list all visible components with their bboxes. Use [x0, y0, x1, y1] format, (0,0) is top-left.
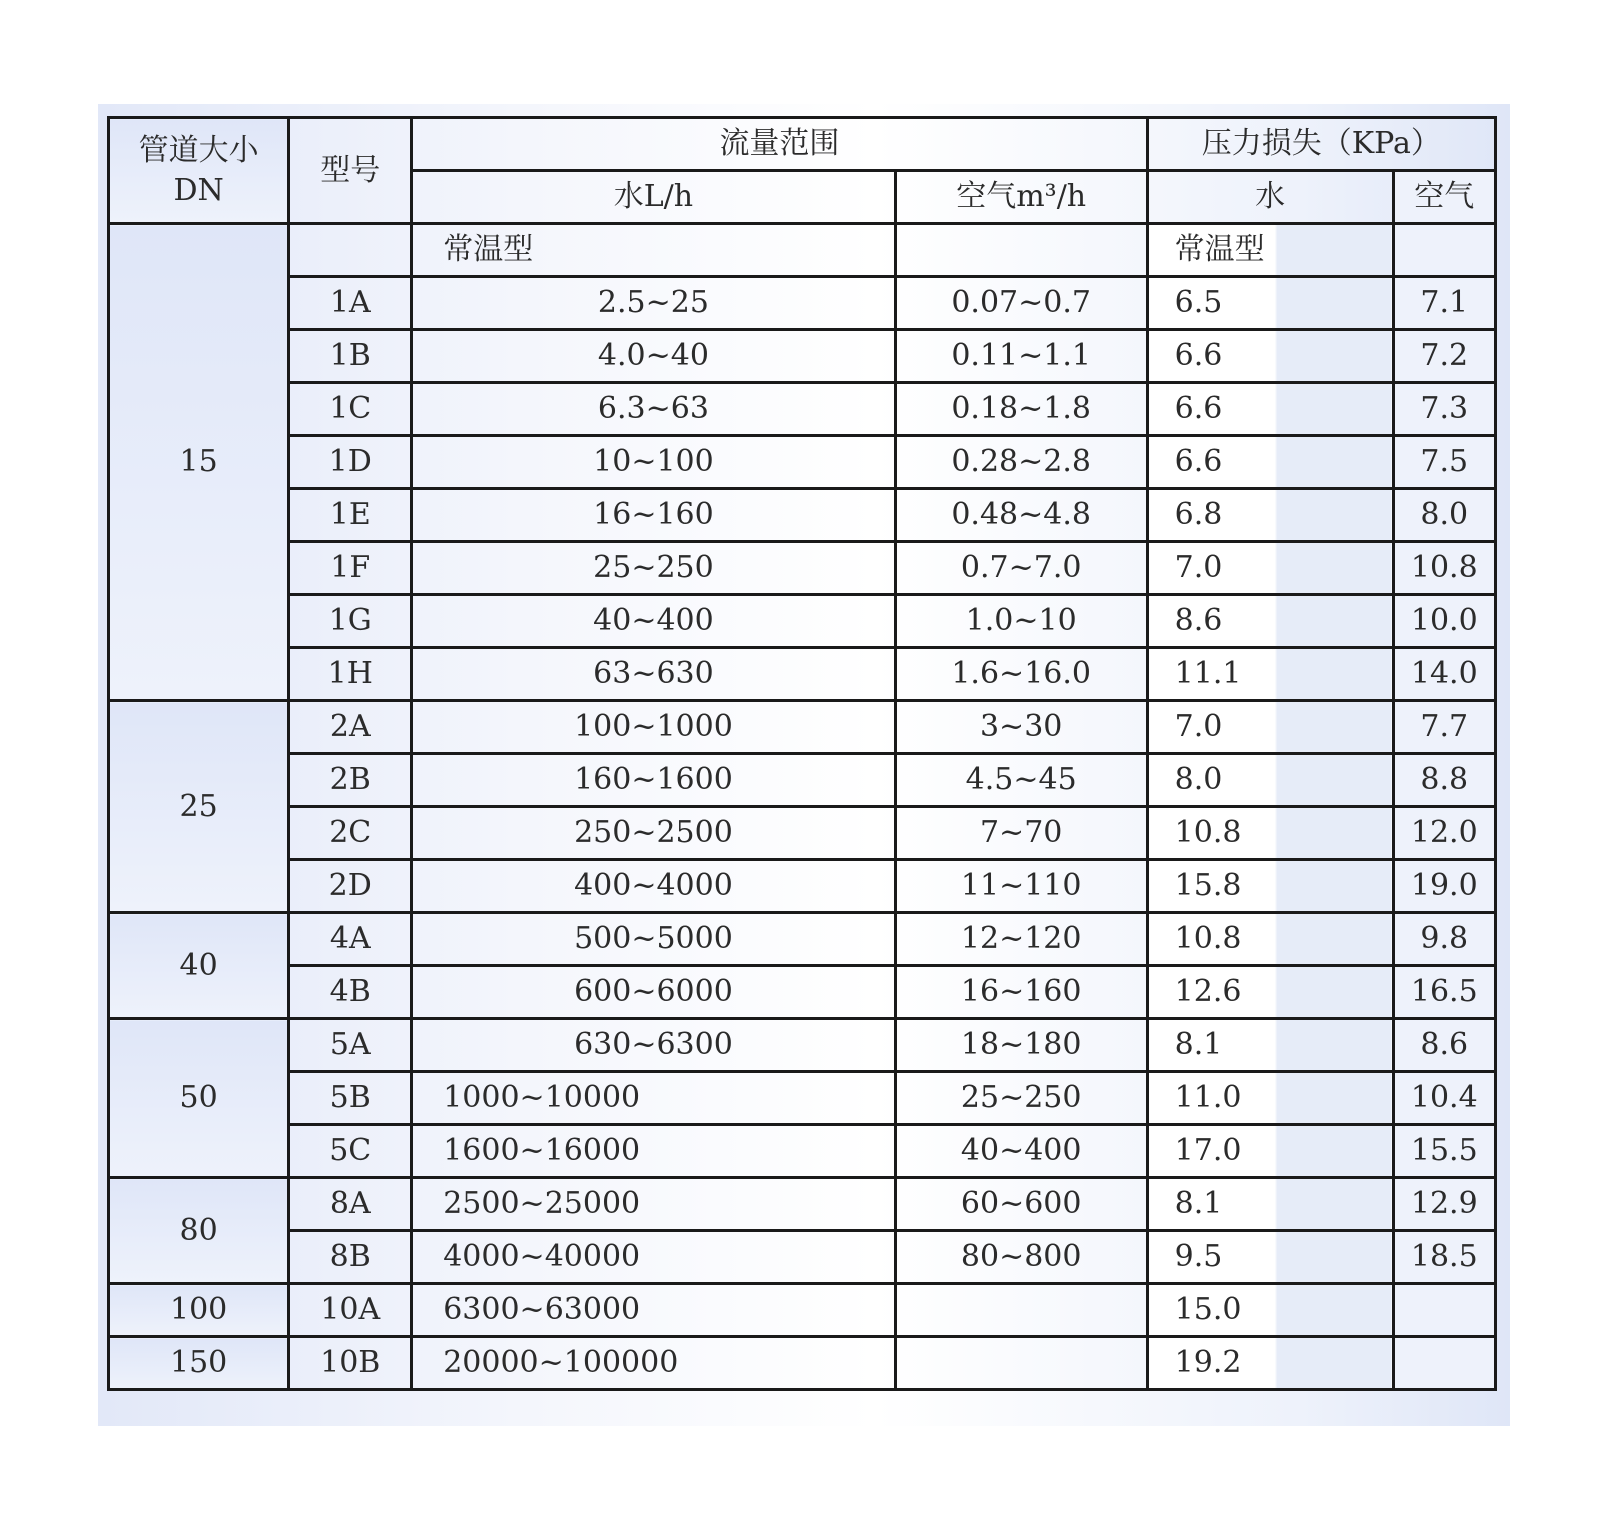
table-row [109, 1125, 1496, 1178]
air-loss-cell: 19.0 [1393, 860, 1495, 913]
model-cell: 1A [289, 277, 412, 330]
air-loss-cell: 8.8 [1393, 754, 1495, 807]
subheader-row [109, 224, 1496, 277]
water-loss-cell: 6.6 [1147, 436, 1393, 489]
air-flow-cell: 16~160 [895, 966, 1147, 1019]
water-flow-cell: 4.0~40 [412, 330, 895, 383]
model-cell: 1C [289, 383, 412, 436]
table-row [109, 277, 1496, 330]
dn-cell: 15 [109, 224, 289, 701]
water-flow-cell: 16~160 [412, 489, 895, 542]
table-row [109, 436, 1496, 489]
water-flow-cell: 25~250 [412, 542, 895, 595]
model-cell: 1H [289, 648, 412, 701]
model-cell: 5B [289, 1072, 412, 1125]
air-loss-cell: 15.5 [1393, 1125, 1495, 1178]
water-loss-cell: 7.0 [1147, 542, 1393, 595]
water-loss-cell: 8.1 [1147, 1019, 1393, 1072]
water-flow-cell: 10~100 [412, 436, 895, 489]
air-flow-cell: 3~30 [895, 701, 1147, 754]
air-flow-cell: 0.07~0.7 [895, 277, 1147, 330]
water-loss-cell: 12.6 [1147, 966, 1393, 1019]
air-loss-cell: 7.2 [1393, 330, 1495, 383]
water-flow-cell: 4000~40000 [412, 1231, 895, 1284]
water-loss-cell: 6.6 [1147, 330, 1393, 383]
air-flow-cell: 80~800 [895, 1231, 1147, 1284]
water-loss-cell: 6.6 [1147, 383, 1393, 436]
header-air-loss: 空气 [1393, 171, 1495, 224]
flowmeter-spec-table [107, 116, 1497, 1391]
model-cell: 2D [289, 860, 412, 913]
model-cell: 2C [289, 807, 412, 860]
normal-temp-loss-label: 常温型 [1147, 224, 1393, 277]
model-cell: 1E [289, 489, 412, 542]
dn-cell: 150 [109, 1337, 289, 1390]
dn-cell: 100 [109, 1284, 289, 1337]
air-loss-cell: 12.0 [1393, 807, 1495, 860]
air-loss-cell: 9.8 [1393, 913, 1495, 966]
model-cell: 1B [289, 330, 412, 383]
table-row [109, 1284, 1496, 1337]
air-flow-cell: 1.6~16.0 [895, 648, 1147, 701]
water-loss-cell: 15.0 [1147, 1284, 1393, 1337]
air-flow-cell: 0.7~7.0 [895, 542, 1147, 595]
model-cell: 10A [289, 1284, 412, 1337]
dn-cell: 25 [109, 701, 289, 913]
water-loss-cell: 6.8 [1147, 489, 1393, 542]
water-flow-cell: 400~4000 [412, 860, 895, 913]
empty-model-cell [289, 224, 412, 277]
table-row [109, 701, 1496, 754]
air-loss-cell: 10.0 [1393, 595, 1495, 648]
water-loss-cell: 11.1 [1147, 648, 1393, 701]
table-row [109, 1337, 1496, 1390]
table-row [109, 1019, 1496, 1072]
water-loss-cell: 17.0 [1147, 1125, 1393, 1178]
water-loss-cell: 10.8 [1147, 807, 1393, 860]
air-flow-cell: 11~110 [895, 860, 1147, 913]
water-flow-cell: 1600~16000 [412, 1125, 895, 1178]
air-loss-cell: 8.6 [1393, 1019, 1495, 1072]
dn-cell: 80 [109, 1178, 289, 1284]
air-flow-cell: 60~600 [895, 1178, 1147, 1231]
water-flow-cell: 40~400 [412, 595, 895, 648]
air-loss-cell [1393, 1337, 1495, 1390]
water-loss-cell: 7.0 [1147, 701, 1393, 754]
air-loss-cell: 18.5 [1393, 1231, 1495, 1284]
air-flow-cell: 12~120 [895, 913, 1147, 966]
header-water-flow: 水L/h [412, 171, 895, 224]
table-row [109, 648, 1496, 701]
air-loss-cell: 16.5 [1393, 966, 1495, 1019]
water-loss-cell: 9.5 [1147, 1231, 1393, 1284]
water-loss-cell: 10.8 [1147, 913, 1393, 966]
water-flow-cell: 600~6000 [412, 966, 895, 1019]
air-flow-cell [895, 1284, 1147, 1337]
water-flow-cell: 2500~25000 [412, 1178, 895, 1231]
table-row [109, 913, 1496, 966]
air-loss-cell: 10.8 [1393, 542, 1495, 595]
air-flow-cell [895, 1337, 1147, 1390]
header-water-loss: 水 [1147, 171, 1393, 224]
table-row [109, 542, 1496, 595]
table-row [109, 330, 1496, 383]
model-cell: 2B [289, 754, 412, 807]
table-row [109, 860, 1496, 913]
water-loss-cell: 8.1 [1147, 1178, 1393, 1231]
air-loss-cell: 7.3 [1393, 383, 1495, 436]
table-row [109, 1178, 1496, 1231]
air-flow-cell: 0.28~2.8 [895, 436, 1147, 489]
air-loss-cell: 12.9 [1393, 1178, 1495, 1231]
water-flow-cell: 20000~100000 [412, 1337, 895, 1390]
model-cell: 2A [289, 701, 412, 754]
table-row [109, 966, 1496, 1019]
table-row [109, 807, 1496, 860]
model-cell: 10B [289, 1337, 412, 1390]
water-flow-cell: 100~1000 [412, 701, 895, 754]
model-cell: 1F [289, 542, 412, 595]
model-cell: 4B [289, 966, 412, 1019]
water-flow-cell: 630~6300 [412, 1019, 895, 1072]
water-loss-cell: 6.5 [1147, 277, 1393, 330]
water-flow-cell: 1000~10000 [412, 1072, 895, 1125]
normal-temp-flow-label: 常温型 [412, 224, 895, 277]
air-loss-cell: 7.1 [1393, 277, 1495, 330]
model-cell: 4A [289, 913, 412, 966]
water-flow-cell: 6.3~63 [412, 383, 895, 436]
air-flow-cell: 25~250 [895, 1072, 1147, 1125]
air-flow-cell: 7~70 [895, 807, 1147, 860]
water-flow-cell: 500~5000 [412, 913, 895, 966]
air-loss-cell: 8.0 [1393, 489, 1495, 542]
header-dn: 管道大小 DN [109, 118, 289, 224]
air-loss-cell: 7.7 [1393, 701, 1495, 754]
air-flow-cell: 0.11~1.1 [895, 330, 1147, 383]
water-loss-cell: 8.0 [1147, 754, 1393, 807]
dn-cell: 40 [109, 913, 289, 1019]
air-loss-cell: 7.5 [1393, 436, 1495, 489]
model-cell: 1D [289, 436, 412, 489]
header-flow-range: 流量范围 [412, 118, 1147, 171]
air-flow-cell: 0.18~1.8 [895, 383, 1147, 436]
model-cell: 8A [289, 1178, 412, 1231]
table-row [109, 1231, 1496, 1284]
model-cell: 8B [289, 1231, 412, 1284]
table-row [109, 595, 1496, 648]
air-loss-cell: 10.4 [1393, 1072, 1495, 1125]
air-flow-cell: 1.0~10 [895, 595, 1147, 648]
dn-cell: 50 [109, 1019, 289, 1178]
table-row [109, 383, 1496, 436]
header-air-flow: 空气m³/h [895, 171, 1147, 224]
table-row [109, 1072, 1496, 1125]
water-flow-cell: 160~1600 [412, 754, 895, 807]
air-loss-cell [1393, 1284, 1495, 1337]
water-flow-cell: 250~2500 [412, 807, 895, 860]
water-flow-cell: 6300~63000 [412, 1284, 895, 1337]
table-row [109, 489, 1496, 542]
table-row [109, 754, 1496, 807]
air-flow-cell: 4.5~45 [895, 754, 1147, 807]
water-loss-cell: 8.6 [1147, 595, 1393, 648]
model-cell: 5C [289, 1125, 412, 1178]
water-loss-cell: 19.2 [1147, 1337, 1393, 1390]
water-loss-cell: 15.8 [1147, 860, 1393, 913]
water-loss-cell: 11.0 [1147, 1072, 1393, 1125]
model-cell: 1G [289, 595, 412, 648]
air-flow-cell: 40~400 [895, 1125, 1147, 1178]
air-flow-cell: 0.48~4.8 [895, 489, 1147, 542]
water-flow-cell: 2.5~25 [412, 277, 895, 330]
water-flow-cell: 63~630 [412, 648, 895, 701]
model-cell: 5A [289, 1019, 412, 1072]
header-model: 型号 [289, 118, 412, 224]
empty-air-loss-cell [1393, 224, 1495, 277]
empty-air-cell [895, 224, 1147, 277]
air-flow-cell: 18~180 [895, 1019, 1147, 1072]
header-pressure-loss: 压力损失（KPa） [1147, 118, 1495, 171]
air-loss-cell: 14.0 [1393, 648, 1495, 701]
